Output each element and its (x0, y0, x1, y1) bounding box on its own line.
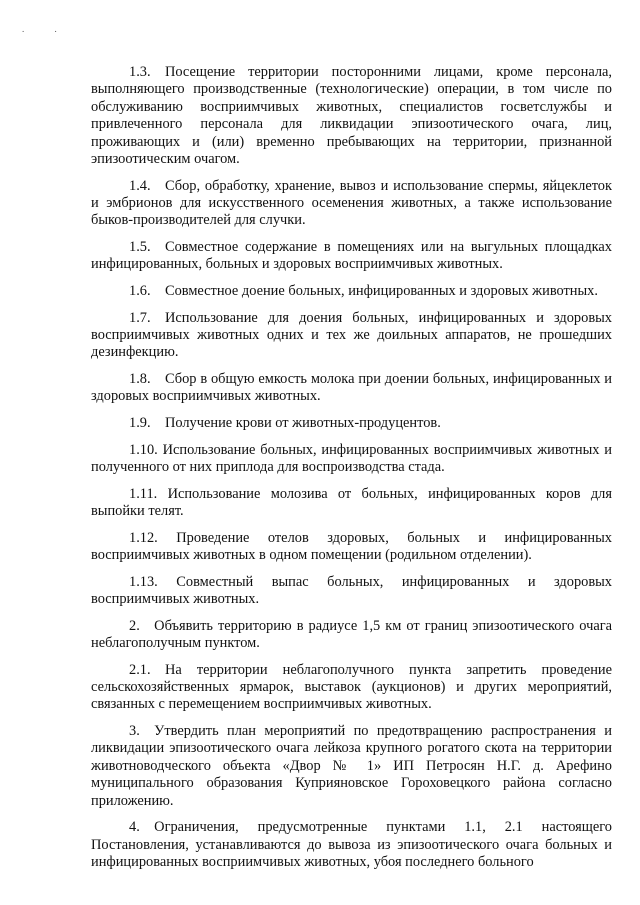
paragraph-2-1: 2.1. На территории неблагополучного пункта запретить проведение сельскохозяйственных ярмарок, выставок (аукционов) и других мероприятий, связанных с перемещением восприимчивых животных. (91, 661, 612, 713)
paragraph-1-8: 1.8. Сбор в общую емкость молока при доении больных, инфицированных и здоровых восприимчивых животных. (91, 371, 612, 405)
scan-mark: . . (22, 24, 71, 34)
document-body (91, 64, 612, 871)
paragraph-3: 3. Утвердить план мероприятий по предотвращению распространения и ликвидации эпизоотического очага лейкоза крупного рогатого скота на территории животноводческого объекта «Двор № 1» ИП Петросян Н.Г. д. Арефино муниципального образования Куприяновское Гороховецкого района согласно приложению. (91, 723, 612, 809)
paragraph-2: 2. Объявить территорию в радиусе 1,5 км от границ эпизоотического очага неблагополучным пунктом. (91, 617, 612, 652)
paragraph-1-6: 1.6. Совместное доение больных, инфицированных и здоровых животных. (129, 283, 598, 300)
paragraph-1-13: 1.13. Совместный выпас больных, инфицированных и здоровых восприимчивых животных. (91, 573, 612, 608)
paragraph-1-11: 1.11. Использование молозива от больных, инфицированных коров для выпойки телят. (91, 485, 612, 520)
paragraph-1-9: 1.9. Получение крови от животных-продуцентов. (129, 415, 441, 432)
paragraph-4: 4. Ограничения, предусмотренные пунктами 1.1, 2.1 настоящего Постановления, устанавливаются до вывоза из эпизоотического очага больных и инфицированных восприимчивых животных, убоя последнего больного (91, 819, 612, 871)
paragraph-1-3: 1.3. Посещение территории посторонними лицами, кроме персонала, выполняющего производственные (технологические) операции, в том числе по обслуживанию восприимчивых животных, специалистов госветслужбы и привлеченного персонала для ликвидации эпизоотического очага, лиц, проживающих и (или) временно пребывающих на территории, признанной эпизоотическим очагом. (91, 64, 612, 168)
paragraph-1-7: 1.7. Использование для доения больных, инфицированных и здоровых восприимчивых животных одних и тех же доильных аппаратов, не прошедших дезинфекцию. (91, 309, 612, 361)
paragraph-1-5: 1.5. Совместное содержание в помещениях или на выгульных площадках инфицированных, больных и здоровых восприимчивых животных. (91, 239, 612, 273)
paragraph-1-12: 1.12. Проведение отелов здоровых, больных и инфицированных восприимчивых животных в одном помещении (родильном отделении). (91, 529, 612, 564)
paragraph-1-10: 1.10. Использование больных, инфицированных восприимчивых животных и полученного от них приплода для воспроизводства стада. (91, 441, 612, 476)
paragraph-1-4: 1.4. Сбор, обработку, хранение, вывоз и использование спермы, яйцеклеток и эмбрионов для искусственного осеменения животных, а также использование быков-производителей для случки. (91, 177, 612, 229)
